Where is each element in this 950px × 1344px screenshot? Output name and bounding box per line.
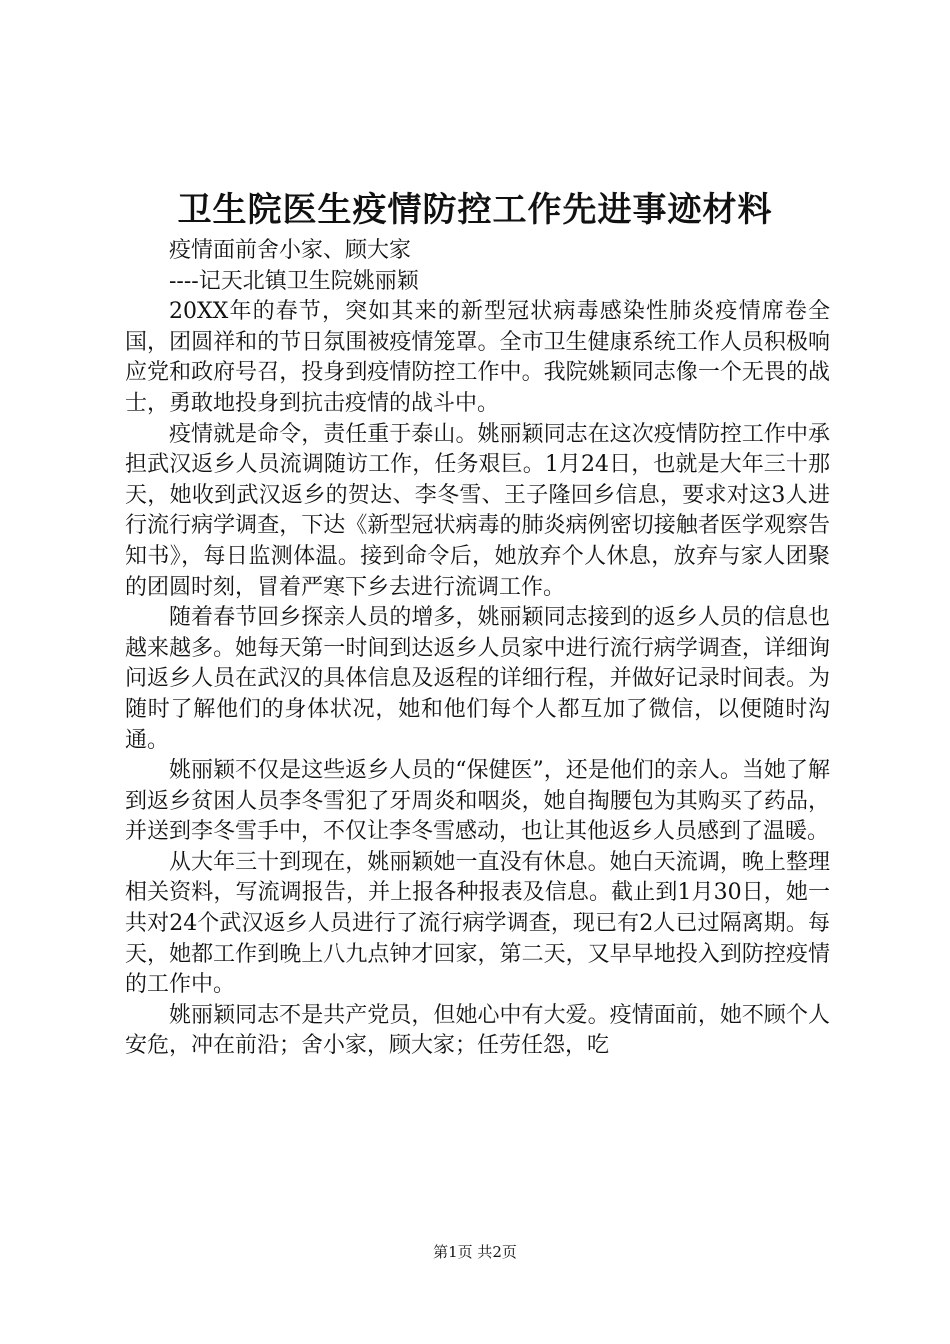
byline: ----记天北镇卫生院姚丽颖 [169,268,419,294]
paragraph: 姚丽颖不仅是这些返乡人员的“保健医”，还是他们的亲人。当她了解到返乡贫困人员李冬雪犯了牙周炎和咽炎，她自掏腰包为其购买了药品，并送到李冬雪手中，不仅让李冬雪感动，也让其他返乡人员感到了温暖。 [125,758,830,845]
document-body [125,236,830,1062]
paragraph: 疫情就是命令，责任重于泰山。姚丽颖同志在这次疫情防控工作中承担武汉返乡人员流调随访工作，任务艰巨。1月24日，也就是大年三十那天，她收到武汉返乡的贺达、李冬雪、王子隆回乡信息，要求对这3人进行流行病学调查，下达《新型冠状病毒的肺炎病例密切接触者医学观察告知书》，每日监测体温。接到命令后，她放弃个人休息，放弃与家人团聚的团圆时刻，冒着严寒下乡去进行流调工作。 [125,421,830,600]
paragraph: 从大年三十到现在，姚丽颖她一直没有休息。她白天流调，晚上整理相关资料，写流调报告，并上报各种报表及信息。截止到1月30日，她一共对24个武汉返乡人员进行了流行病学调查，现已有2人已过隔离期。每天，她都工作到晚上八九点钟才回家，第二天，又早早地投入到防控疫情的工作中。 [125,849,830,998]
paragraph: 姚丽颖同志不是共产党员，但她心中有大爱。疫情面前，她不顾个人安危，冲在前沿；舍小家，顾大家；任劳任怨，吃 [125,1002,830,1059]
document-title: 卫生院医生疫情防控工作先进事迹材料 [177,190,773,230]
paragraph: 随着春节回乡探亲人员的增多，姚丽颖同志接到的返乡人员的信息也越来越多。她每天第一时间到达返乡人员家中进行流行病学调查，详细询问返乡人员在武汉的具体信息及返程的详细行程，并做好记录时间表。为随时了解他们的身体状况，她和他们每个人都互加了微信，以便随时沟通。 [125,605,830,753]
page-number-footer: 第1页 共2页 [433,1243,517,1261]
paragraph: 20XX年的春节，突如其来的新型冠状病毒感染性肺炎疫情席卷全国，团圆祥和的节日氛围被疫情笼罩。全市卫生健康系统工作人员积极响应党和政府号召，投身到疫情防控工作中。我院姚颖同志像一个无畏的战士，勇敢地投身到抗击疫情的战斗中。 [125,299,830,416]
subtitle: 疫情面前舍小家、顾大家 [169,238,412,263]
